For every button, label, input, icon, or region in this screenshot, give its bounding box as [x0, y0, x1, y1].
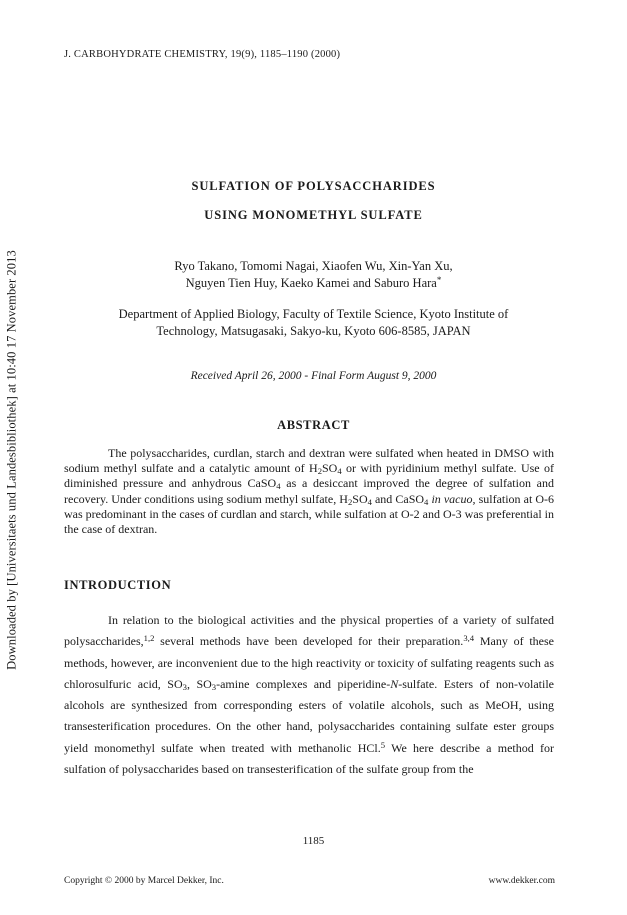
affiliation-line-2: Technology, Matsugasaki, Sakyo-ku, Kyoto 606-8585, JAPAN: [156, 324, 471, 338]
abstract-text: SO: [322, 461, 338, 476]
page-number: 1185: [302, 835, 325, 847]
copyright-notice: Copyright © 2000 by Marcel Dekker, Inc.: [64, 876, 224, 886]
subscript: 3: [182, 682, 187, 693]
affiliation-line-1: Department of Applied Biology, Faculty of Textile Science, Kyoto Institute of: [118, 307, 509, 321]
abstract-text: The polysaccharides, curdlan, starch and dextran were sulfated when heated in DMSO with sodium methyl sulfate and a catalytic amount of H: [64, 446, 554, 476]
subscript: 4: [424, 496, 429, 507]
abstract-text: or with pyridinium methyl sulfate. Use of diminished pressure and anhydrous CaSO: [64, 461, 554, 491]
author-line-2-text: Nguyen Tien Huy, Kaeko Kamei and Saburo Hara: [185, 276, 437, 290]
citation-ref: 5: [380, 739, 386, 750]
subscript: 4: [367, 496, 372, 507]
affiliation: [0, 306, 627, 340]
intro-text: Many of these methods, however, are inconvenient due to the high reactivity or toxicity of sulfating reagents such as chlorosulfuric acid, SO: [64, 634, 554, 691]
abstract-text: sulfation at O-6 was predominant in the cases of curdlan and starch, while sulfation at O-2 and O-3 was preferential in the case of dextran.: [64, 491, 555, 537]
abstract-italic-text: in vacuo,: [431, 491, 476, 506]
intro-text: several methods have been developed for their preparation.: [154, 634, 464, 649]
subscript: 4: [337, 466, 342, 477]
author-list: [0, 258, 627, 292]
intro-text: We here describe a method for sulfation of polysaccharides based on transesterification of the sulfate group from the: [64, 740, 554, 777]
journal-citation: J. CARBOHYDRATE CHEMISTRY, 19(9), 1185–1190 (2000): [64, 49, 341, 60]
intro-text: -sulfate. Esters of non-volatile alcohols are synthesized from corresponding esters of volatile alcohols, such as MeOH, using transesterification procedures. On the other hand, polysaccharides containing sulfate ester groups yield monomethyl sulfate when treated with methanolic HCl.: [64, 676, 555, 755]
publisher-website: www.dekker.com: [488, 876, 555, 886]
subscript: 2: [347, 496, 353, 507]
intro-text: In relation to the biological activities and the physical properties of a variety of sulfated polysaccharides,: [64, 613, 554, 649]
introduction-heading: INTRODUCTION: [64, 578, 172, 592]
citation-ref: 1,2: [143, 633, 155, 644]
article-title-line-2: USING MONOMETHYL SULFATE: [204, 208, 423, 222]
abstract-body: [64, 446, 554, 537]
abstract-heading: ABSTRACT: [277, 418, 350, 432]
intro-text: -amine complexes and piperidine-: [216, 676, 391, 691]
received-dates: Received April 26, 2000 - Final Form August 9, 2000: [190, 370, 437, 382]
introduction-body: [64, 610, 554, 780]
article-title-line-1: SULFATION OF POLYSACCHARIDES: [191, 179, 436, 193]
abstract-paragraph: [64, 446, 554, 537]
subscript: 2: [317, 466, 322, 477]
author-line-1: Ryo Takano, Tomomi Nagai, Xiaofen Wu, Xin-Yan Xu,: [174, 259, 453, 273]
download-stamp-text: Downloaded by [Universitaets und Landesbibliothek] at 10:40 17 November 2013: [4, 250, 18, 670]
subscript: 3: [211, 682, 217, 693]
citation-ref: 3,4: [463, 633, 475, 644]
subscript: 4: [276, 481, 281, 492]
introduction-paragraph: [64, 610, 554, 780]
author-line-2: [0, 275, 627, 292]
abstract-text: as a desiccant improved the degree of sulfation and recovery. Under conditions using sodium methyl sulfate, H: [64, 476, 554, 506]
intro-text: , SO: [186, 676, 212, 691]
abstract-text: and CaSO: [371, 491, 425, 506]
intro-italic-text: N: [390, 676, 399, 691]
abstract-text: SO: [352, 491, 368, 506]
corresponding-author-mark: *: [436, 274, 442, 285]
